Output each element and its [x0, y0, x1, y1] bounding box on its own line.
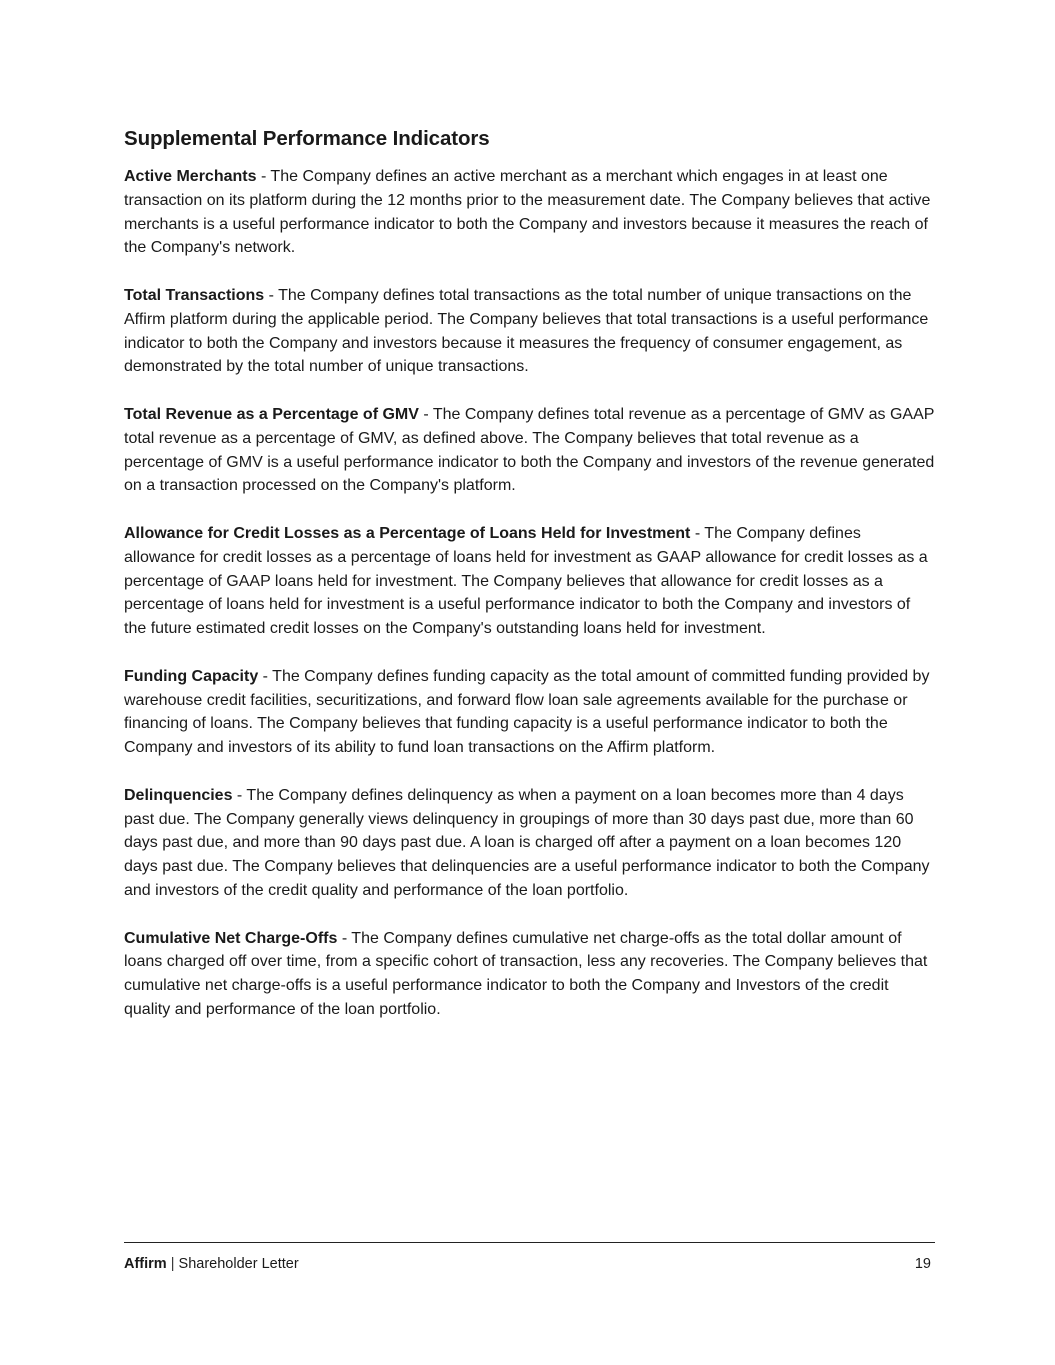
term-label: Active Merchants	[124, 168, 257, 185]
term-definition: - The Company defines funding capacity as the total amount of committed funding provided by warehouse credit facilities, securitizations, and forward flow loan sale agreements available for the purchase or financing of loans. The Company believes that funding capacity is a useful performance indicator to both the Company and investors of its ability to fund loan transactions on the Affirm platform.	[124, 667, 930, 757]
term-definition: - The Company defines an active merchant as a merchant which engages in at least one transaction on its platform during the 12 months prior to the measurement date. The Company believes that active merchants is a useful performance indicator to both the Company and investors because it measures the reach of the Company's network.	[124, 168, 931, 257]
term-definition: - The Company defines cumulative net charge-offs as the total dollar amount of loans charged off over time, from a specific cohort of transaction, less any recoveries. The Company believes that cumulative net charge-offs is a useful performance indicator to both the Company and Investors of the credit quality and performance of the loan portfolio.	[124, 929, 928, 1018]
term-definition: - The Company defines allowance for credit losses as a percentage of loans held for investment as GAAP allowance for credit losses as a percentage of GAAP loans held for investment. The Company believes that allowance for credit losses as a percentage of loans held for investment is a useful performance indicator to both the Company and investors of the future estimated credit losses on the Company's outstanding loans held for investment.	[124, 524, 928, 638]
term-label: Cumulative Net Charge-Offs	[124, 929, 338, 947]
section-total-revenue-gmv	[124, 403, 936, 498]
term-definition: - The Company defines total revenue as a percentage of GMV as GAAP total revenue as a percentage of GMV, as defined above. The Company believes that total revenue as a percentage of GMV is a useful performance indicator to both the Company and investors of the revenue generated on a transaction processed on the Company's platform.	[124, 405, 935, 495]
section-cumulative-net-charge-offs	[124, 927, 936, 1022]
term-label: Funding Capacity	[124, 667, 259, 685]
term-definition: - The Company defines total transactions as the total number of unique transactions on the Affirm platform during the applicable period. The Company believes that total transactions is a useful performance indicator to both the Company and investors because it measures the frequency of consumer engagement, as demonstrated by the total number of unique transactions.	[124, 286, 929, 376]
brand-name: Affirm	[124, 1256, 167, 1272]
footer-label: Shareholder Letter	[178, 1256, 299, 1272]
page-number: 19	[914, 1256, 931, 1272]
footer-divider	[124, 1242, 935, 1243]
section-funding-capacity	[124, 665, 936, 760]
term-label: Total Revenue as a Percentage of GMV	[124, 405, 419, 423]
term-label: Delinquencies	[124, 786, 233, 804]
section-active-merchants	[124, 165, 936, 260]
page-title: Supplemental Performance Indicators	[124, 127, 490, 150]
footer-left	[124, 1254, 299, 1274]
section-total-transactions	[124, 284, 936, 379]
section-delinquencies	[124, 784, 936, 903]
page-footer	[124, 1254, 931, 1274]
term-label: Total Transactions	[124, 286, 265, 304]
section-allowance-credit-losses	[124, 522, 936, 641]
footer-separator: |	[170, 1256, 175, 1272]
page-content	[124, 126, 936, 1045]
term-label: Allowance for Credit Losses as a Percentage of Loans Held for Investment	[124, 524, 691, 542]
term-definition: - The Company defines delinquency as when a payment on a loan becomes more than 4 days past due. The Company generally views delinquency in groupings of more than 30 days past due, more than 60 days past due, and more than 90 days past due. A loan is charged off after a payment on a loan becomes 120 days past due. The Company believes that delinquencies are a useful performance indicator to both the Company and investors of the credit quality and performance of the loan portfolio.	[124, 786, 930, 899]
